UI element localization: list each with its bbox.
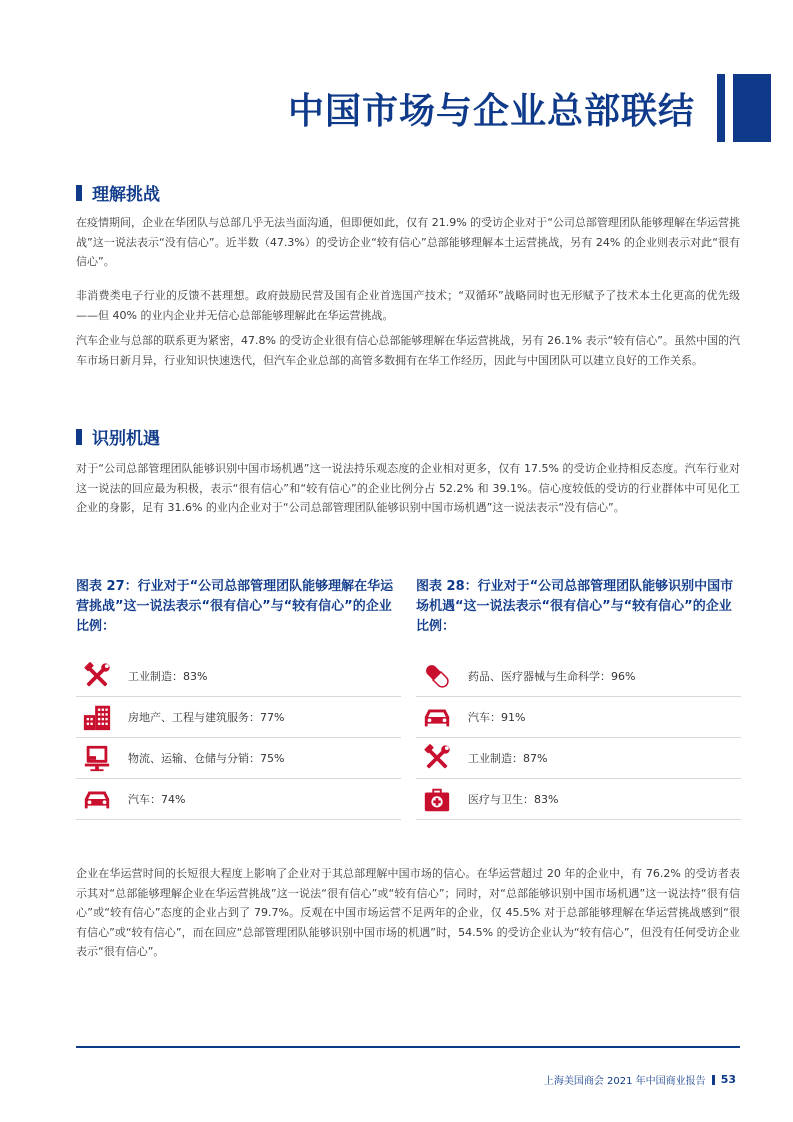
item-label: 医疗与卫生：83% <box>468 793 559 806</box>
list-item <box>76 656 401 697</box>
section-heading-text: 理解挑战 <box>92 185 160 205</box>
figure-27-list <box>76 656 401 820</box>
medkit-icon <box>420 782 454 816</box>
footer-divider <box>76 1046 740 1048</box>
item-label: 房地产、工程与建筑服务：77% <box>128 711 285 724</box>
list-item <box>416 656 741 697</box>
tools-icon <box>80 659 114 693</box>
item-label: 汽车：91% <box>468 711 526 724</box>
item-label: 工业制造：87% <box>468 752 548 765</box>
car-icon <box>80 782 114 816</box>
section-marker <box>76 185 82 201</box>
item-label: 工业制造：83% <box>128 670 208 683</box>
list-item <box>76 738 401 779</box>
section-heading-identify-opportunities <box>76 424 160 449</box>
item-label: 药品、医疗器械与生命科学：96% <box>468 670 636 683</box>
list-item <box>76 697 401 738</box>
page-title: 中国市场与企业总部联结 <box>287 90 695 132</box>
paragraph-s2-1: 对于“公司总部管理团队能够识别中国市场机遇”这一说法持乐观态度的企业相对更多，仅有 17.5% 的受访企业持相反态度。汽车行业对这一说法的回应最为积极，表示“很有信心”和“较有信心”的企业比例分占 52.2% 和 39.1%。信心度较低的受访的行业群体中可见化工企业的身影，足有 31.6% 的业内企业对于“公司总部管理团队能够识别中国市场机遇”这一说法表示“没有信心”。 <box>76 462 740 514</box>
title-accent-bar-thick <box>733 74 771 142</box>
buildings-icon <box>80 700 114 734</box>
figure-28-title: 图表 28：行业对于“公司总部管理团队能够识别中国市场机遇“这一说法表示“很有信心”与“较有信心”的企业比例： <box>416 579 734 634</box>
page-header <box>288 74 771 142</box>
figure-27-title: 图表 27：行业对于“公司总部管理团队能够理解在华运营挑战”这一说法表示“很有信心”与“较有信心”的企业比例： <box>76 579 394 634</box>
list-item <box>76 779 401 820</box>
paragraph-s1-2: 非消费类电子行业的反馈不甚理想。政府鼓励民营及国有企业首选国产技术；“双循环”战略同时也无形赋予了技术本土化更高的优先级——但 40% 的业内企业并无信心总部能够理解此在华运营挑战。 <box>76 289 740 322</box>
section-heading-understand-challenges <box>76 180 160 205</box>
title-accent-bar-thin <box>717 74 725 142</box>
page-number: 53 <box>720 1073 736 1086</box>
list-item <box>416 779 741 820</box>
paragraph-s1-1: 在疫情期间，企业在华团队与总部几乎无法当面沟通，但即便如此，仅有 21.9% 的受访企业对于“公司总部管理团队能够理解在华运营挑战”这一说法表示“没有信心”。近半数（47.3%）的受访企业“较有信心”总部能够理解本土运营挑战，另有 24% 的企业则表示对此“很有信心”。 <box>76 216 740 268</box>
car-icon <box>420 700 454 734</box>
pill-icon <box>420 659 454 693</box>
list-item <box>416 697 741 738</box>
paragraph-closing: 企业在华运营时间的长短很大程度上影响了企业对于其总部理解中国市场的信心。在华运营超过 20 年的企业中，有 76.2% 的受访者表示其对“总部能够理解企业在华运营挑战”这一说法“很有信心”或“较有信心”；同时，对“总部能够识别中国市场机遇”这一说法持“很有信心”或“较有信心”态度的企业占到了 79.7%。反观在中国市场运营不足两年的企业，仅 45.5% 对于总部能够理解在华运营挑战感到“很有信心”或“较有信心”，而在回应“总部管理团队能够识别中国市场的机遇”时，54.5% 的受访企业认为“较有信心”，但没有任何受访企业表示“很有信心”。 <box>76 867 740 958</box>
section-heading-text: 识别机遇 <box>92 429 160 449</box>
footer-separator <box>712 1075 715 1085</box>
section-marker <box>76 429 82 445</box>
tools-icon <box>420 741 454 775</box>
page-footer <box>544 1072 736 1087</box>
item-label: 物流、运输、仓储与分销：75% <box>128 752 285 765</box>
logistics-icon <box>80 741 114 775</box>
footer-text: 上海美国商会 2021 年中国商业报告 <box>543 1076 706 1087</box>
figure-28-list <box>416 656 741 820</box>
item-label: 汽车：74% <box>128 793 186 806</box>
paragraph-s1-3: 汽车企业与总部的联系更为紧密，47.8% 的受访企业很有信心总部能够理解在华运营挑战，另有 26.1% 表示“较有信心”。虽然中国的汽车市场日新月异，行业知识快速迭代，但汽车企业总部的高管多数拥有在华工作经历，因此与中国团队可以建立良好的工作关系。 <box>76 334 740 367</box>
list-item <box>416 738 741 779</box>
